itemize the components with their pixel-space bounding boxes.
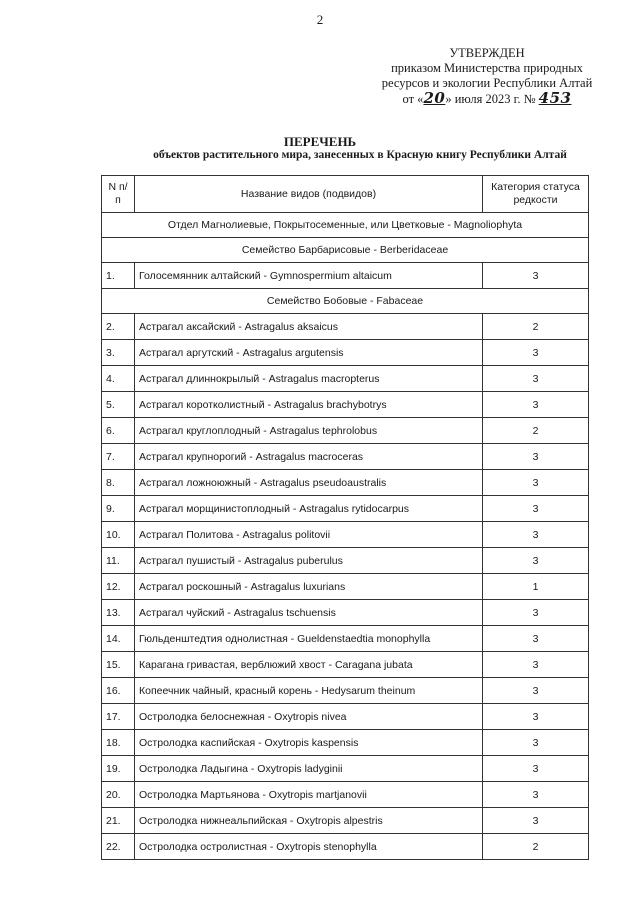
species-name: Остролодка Ладыгина - Oxytropis ladyginii bbox=[135, 756, 483, 782]
table-row bbox=[102, 782, 589, 808]
species-name: Копеечник чайный, красный корень - Hedysarum theinum bbox=[135, 678, 483, 704]
row-number: 22. bbox=[102, 834, 135, 860]
table-row bbox=[102, 704, 589, 730]
rarity-category: 3 bbox=[483, 678, 589, 704]
rarity-category: 3 bbox=[483, 366, 589, 392]
rarity-category: 3 bbox=[483, 652, 589, 678]
table-row bbox=[102, 574, 589, 600]
page-number: 2 bbox=[316, 12, 324, 27]
rarity-category: 3 bbox=[483, 626, 589, 652]
header-name: Название видов (подвидов) bbox=[135, 176, 483, 213]
row-number: 16. bbox=[102, 678, 135, 704]
row-number: 8. bbox=[102, 470, 135, 496]
row-number: 3. bbox=[102, 340, 135, 366]
rarity-category: 3 bbox=[483, 522, 589, 548]
rarity-category: 2 bbox=[483, 314, 589, 340]
row-number: 21. bbox=[102, 808, 135, 834]
approval-date-prefix: от « bbox=[402, 92, 424, 106]
table-row bbox=[102, 522, 589, 548]
approval-line-2: ресурсов и экологии Республики Алтай bbox=[381, 76, 593, 90]
species-name: Астрагал морщинистоплодный - Astragalus rytidocarpus bbox=[135, 496, 483, 522]
species-name: Астрагал чуйский - Astragalus tschuensis bbox=[135, 600, 483, 626]
table-row bbox=[102, 756, 589, 782]
family-label: Семейство Бобовые - Fabaceae bbox=[102, 289, 589, 314]
table-row bbox=[102, 470, 589, 496]
species-name: Астрагал роскошный - Astragalus luxurians bbox=[135, 574, 483, 600]
approval-date-middle: » июля 2023 г. № bbox=[445, 92, 536, 106]
division-label: Отдел Магнолиевые, Покрытосеменные, или Цветковые - Magnoliophyta bbox=[102, 213, 589, 238]
row-number: 7. bbox=[102, 444, 135, 470]
rarity-category: 3 bbox=[483, 782, 589, 808]
row-number: 10. bbox=[102, 522, 135, 548]
species-name: Остролодка остролистная - Oxytropis stenophylla bbox=[135, 834, 483, 860]
row-number: 17. bbox=[102, 704, 135, 730]
header-num: N п/п bbox=[102, 176, 135, 213]
rarity-category: 3 bbox=[483, 704, 589, 730]
species-name: Карагана гривастая, верблюжий хвост - Caragana jubata bbox=[135, 652, 483, 678]
row-number: 1. bbox=[102, 263, 135, 289]
table-row bbox=[102, 678, 589, 704]
species-name: Остролодка каспийская - Oxytropis kaspensis bbox=[135, 730, 483, 756]
document-subtitle: объектов растительного мира, занесенных в Красную книгу Республики Алтай bbox=[153, 149, 567, 161]
rarity-category: 3 bbox=[483, 340, 589, 366]
approval-heading: УТВЕРЖДЕН bbox=[449, 46, 525, 60]
species-name: Астрагал ложноюжный - Astragalus pseudoaustralis bbox=[135, 470, 483, 496]
table-row bbox=[102, 600, 589, 626]
row-number: 6. bbox=[102, 418, 135, 444]
table-row bbox=[102, 340, 589, 366]
species-name: Остролодка нижнеальпийская - Oxytropis alpestris bbox=[135, 808, 483, 834]
species-name: Астрагал коротколистный - Astragalus brachybotrys bbox=[135, 392, 483, 418]
table-row bbox=[102, 314, 589, 340]
row-number: 5. bbox=[102, 392, 135, 418]
table-row bbox=[102, 263, 589, 289]
row-number: 11. bbox=[102, 548, 135, 574]
table-row bbox=[102, 392, 589, 418]
table-row bbox=[102, 444, 589, 470]
row-number: 13. bbox=[102, 600, 135, 626]
rarity-category: 2 bbox=[483, 834, 589, 860]
rarity-category: 3 bbox=[483, 808, 589, 834]
rarity-category: 3 bbox=[483, 548, 589, 574]
approval-block bbox=[372, 46, 602, 107]
table-row bbox=[102, 366, 589, 392]
division-row bbox=[102, 213, 589, 238]
row-number: 15. bbox=[102, 652, 135, 678]
species-name: Астрагал круглоплодный - Astragalus tephrolobus bbox=[135, 418, 483, 444]
approval-date-day: 20 bbox=[423, 89, 446, 107]
row-number: 20. bbox=[102, 782, 135, 808]
species-name: Астрагал длиннокрылый - Astragalus macropterus bbox=[135, 366, 483, 392]
species-name: Голосемянник алтайский - Gymnospermium altaicum bbox=[135, 263, 483, 289]
rarity-category: 1 bbox=[483, 574, 589, 600]
table-row bbox=[102, 626, 589, 652]
rarity-category: 3 bbox=[483, 730, 589, 756]
species-name: Остролодка Мартьянова - Oxytropis martjanovii bbox=[135, 782, 483, 808]
row-number: 4. bbox=[102, 366, 135, 392]
species-name: Астрагал аксайский - Astragalus aksaicus bbox=[135, 314, 483, 340]
row-number: 19. bbox=[102, 756, 135, 782]
rarity-category: 3 bbox=[483, 263, 589, 289]
family-label: Семейство Барбарисовые - Berberidaceae bbox=[102, 238, 589, 263]
table-row bbox=[102, 652, 589, 678]
table-row bbox=[102, 496, 589, 522]
row-number: 9. bbox=[102, 496, 135, 522]
rarity-category: 3 bbox=[483, 496, 589, 522]
approval-order-number: 453 bbox=[538, 89, 572, 107]
table-header-row bbox=[102, 176, 589, 213]
table-row bbox=[102, 808, 589, 834]
table-row bbox=[102, 730, 589, 756]
table-row bbox=[102, 418, 589, 444]
rarity-category: 3 bbox=[483, 444, 589, 470]
row-number: 2. bbox=[102, 314, 135, 340]
approval-line-1: приказом Министерства природных bbox=[391, 61, 583, 75]
row-number: 12. bbox=[102, 574, 135, 600]
rarity-category: 3 bbox=[483, 756, 589, 782]
species-name: Астрагал пушистый - Astragalus puberulus bbox=[135, 548, 483, 574]
rarity-category: 3 bbox=[483, 470, 589, 496]
species-name: Гюльденштедтия однолистная - Gueldenstaedtia monophylla bbox=[135, 626, 483, 652]
species-name: Астрагал аргутский - Astragalus argutensis bbox=[135, 340, 483, 366]
rarity-category: 3 bbox=[483, 600, 589, 626]
table-row bbox=[102, 834, 589, 860]
approval-date-line bbox=[372, 91, 602, 107]
rarity-category: 3 bbox=[483, 392, 589, 418]
family-row bbox=[102, 289, 589, 314]
species-name: Остролодка белоснежная - Oxytropis nivea bbox=[135, 704, 483, 730]
row-number: 14. bbox=[102, 626, 135, 652]
rarity-category: 2 bbox=[483, 418, 589, 444]
document-title: ПЕРЕЧЕНЬ bbox=[283, 134, 357, 149]
species-table bbox=[101, 175, 589, 860]
family-row bbox=[102, 238, 589, 263]
row-number: 18. bbox=[102, 730, 135, 756]
species-name: Астрагал крупнорогий - Astragalus macroceras bbox=[135, 444, 483, 470]
table-row bbox=[102, 548, 589, 574]
header-category: Категория статуса редкости bbox=[483, 176, 589, 213]
species-name: Астрагал Политова - Astragalus politovii bbox=[135, 522, 483, 548]
